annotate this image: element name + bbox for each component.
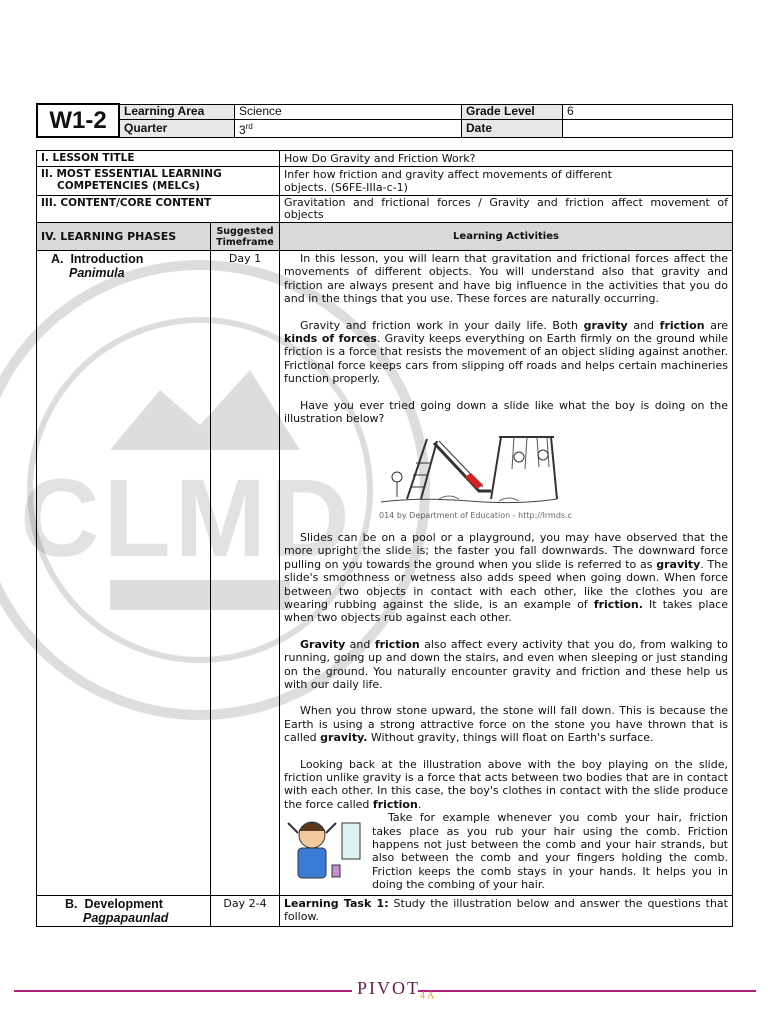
phases-header: IV. LEARNING PHASES: [37, 223, 211, 251]
header-table: [36, 103, 733, 138]
learning-task-text: Study the illustration below and answer the questions that follow.: [284, 896, 728, 924]
quarter-value: 3rd: [235, 119, 462, 137]
phase-introduction: A. Introduction Panimula: [37, 251, 211, 896]
timeframe-header: Suggested Timeframe: [211, 223, 280, 251]
forces-paragraph: Gravity and friction work in your daily life. Both gravity and friction are kinds of forces. Gravity keeps everything on Earth firmly on the ground while friction is a force that resists the movement of an object sliding against another. Frictional force keeps cars from slipping off roads and helps certain machineries function properly.: [284, 318, 728, 386]
comb-paragraph: Take for example whenever you comb your hair, friction takes place as you rub your hair using the comb. Friction happens not just between the comb and your hair strands, but also between the comb and your fingers holding the comb. Friction keeps the comb stays in your hands. It helps you in doing the combing of your hair.: [372, 811, 728, 892]
pivot-logo: $PIVOT_{4A}$: [357, 978, 437, 1002]
slide-question: Have you ever tried going down a slide like what the boy is doing on the illustration below?: [284, 398, 728, 426]
learning-task-label: Learning Task 1:: [284, 896, 389, 910]
week-code: W1-2: [37, 104, 119, 137]
lesson-table: [36, 150, 733, 927]
phase-introduction-day: Day 1: [211, 251, 280, 896]
grade-level-label: Grade Level: [462, 104, 563, 119]
development-activities: [280, 895, 733, 926]
playground-slide-illustration: [379, 427, 559, 509]
daily-life-paragraph: Gravity and friction also affect every activity that you do, from walking to running, going up and down the stairs, and even when sleeping or just standing on the ground. You naturally encounter gravity and friction and these help us with our daily life.: [284, 637, 728, 691]
slide-paragraph: Slides can be on a pool or a playground, you may have observed that the more upright the slide is; the faster you fall downwards. The downward force pulling on you towards the ground when you slide is referred to as gravity. The slide's smoothness or wetness also adds speed when going down. When force between two objects in contact with each other, like the clothes you are wearing rubbing against the slide, is an example of friction. It takes place when two objects rub against each other.: [284, 530, 729, 625]
melc-label: II. MOST ESSENTIAL LEARNING COMPETENCIES (MELCs): [37, 167, 280, 196]
lesson-title: How Do Gravity and Friction Work?: [280, 151, 733, 167]
learning-area-label: Learning Area: [119, 104, 235, 119]
date-label: Date: [462, 119, 563, 137]
content-text: Gravitation and frictional forces / Gravity and friction affect movement of objects: [280, 196, 733, 223]
melc-text: Infer how friction and gravity affect movements of different objects. (S6FE-IIIa-c-1): [280, 167, 733, 196]
intro-paragraph: In this lesson, you will learn that gravitation and frictional forces affect the movements of different objects. You will understand also that gravity and friction are always present and have big influence in the activities that you do and in the things that you use. These forces are naturally occurring.: [284, 252, 728, 306]
phase-development-day: Day 2-4: [211, 895, 280, 926]
learning-area-value: Science: [235, 104, 462, 119]
activities-header: Learning Activities: [280, 223, 733, 251]
illustration-caption: 014 by Department of Education - http://lrmds.c: [379, 511, 573, 521]
lesson-title-label: I. LESSON TITLE: [37, 151, 280, 167]
content-label: III. CONTENT/CORE CONTENT: [37, 196, 280, 223]
watermark-text: CLMD: [20, 457, 354, 580]
boy-combing-hair-illustration: [284, 813, 364, 883]
date-value: [563, 119, 733, 137]
footer-line-left: [14, 990, 352, 992]
friction-paragraph: Looking back at the illustration above with the boy playing on the slide, friction unlike gravity is a force that acts between two bodies that are in contact with each other. In this case, the boy's clothes in contact with the slide produce the force called friction.: [284, 757, 728, 811]
quarter-label: Quarter: [119, 119, 235, 137]
phase-development: B. Development Pagpapaunlad: [37, 895, 211, 926]
footer-line-right: [418, 990, 756, 992]
stone-paragraph: When you throw stone upward, the stone will fall down. This is because the Earth is using a strong attractive force on the stone you have thrown that is called gravity. Without gravity, things will float on Earth's surface.: [284, 704, 728, 745]
grade-level-value: 6: [563, 104, 733, 119]
introduction-activities: [280, 251, 733, 896]
